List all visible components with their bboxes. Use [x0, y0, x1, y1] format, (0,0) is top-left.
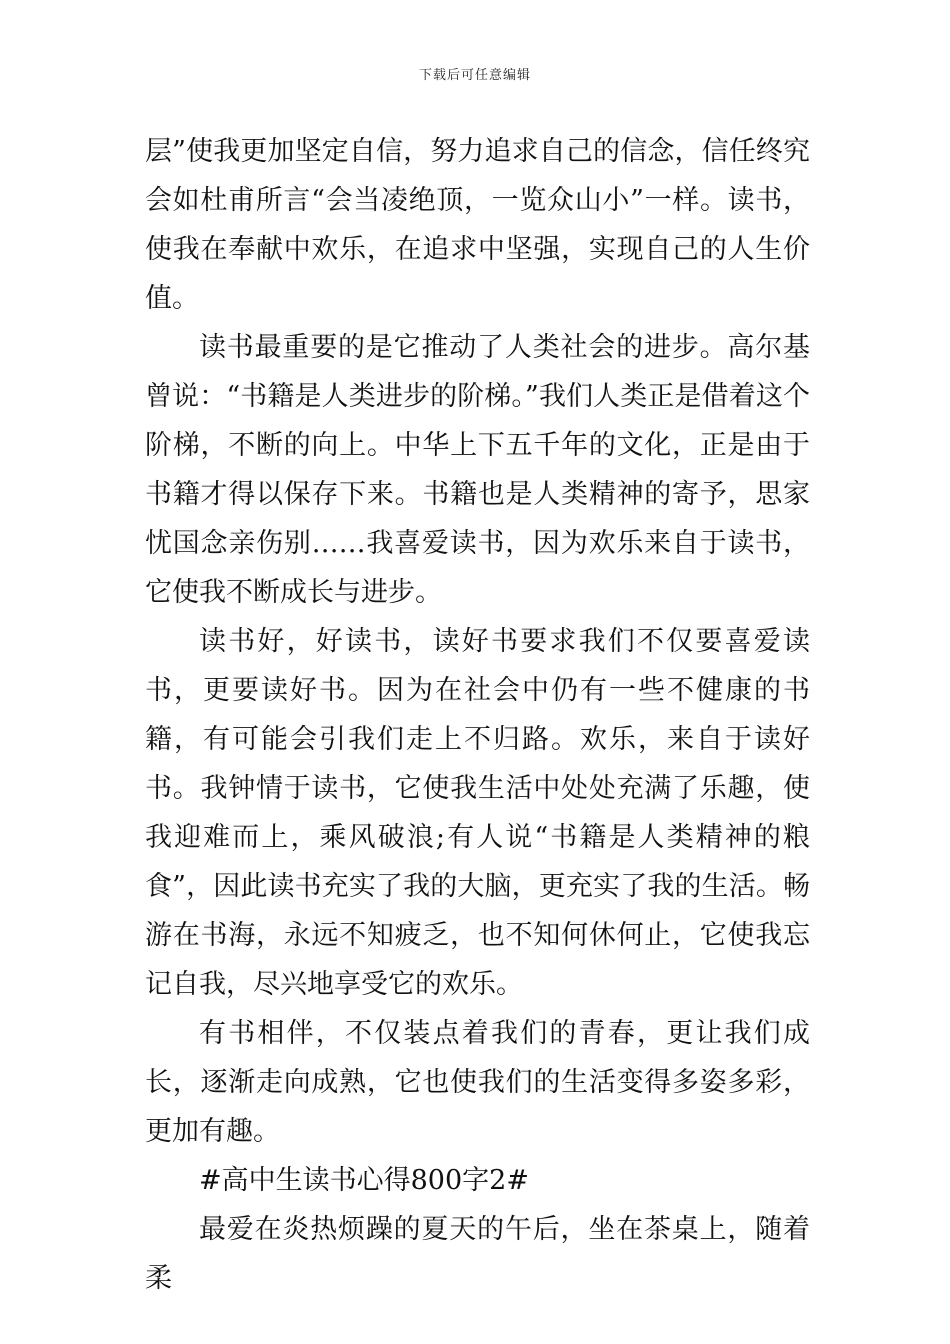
paragraph: 最爱在炎热烦躁的夏天的午后，坐在茶桌上，随着柔	[145, 1214, 810, 1294]
paragraph-continuation: 层”使我更加坚定自信，努力追求自己的信念，信任终究会如杜甫所言“会当凌绝顶，一览众山小”一样。读书，使我在奉献中欢乐，在追求中坚强，实现自己的人生价值。	[145, 136, 810, 314]
section-heading: #高中生读书心得800字2#	[199, 1165, 529, 1196]
paragraph: 读书最重要的是它推动了人类社会的进步。高尔基曾说：“书籍是人类进步的阶梯。”我们人类正是借着这个阶梯，不断的向上。中华上下五千年的文化，正是由于书籍才得以保存下来。书籍也是人类精神的寄予，思家忧国念亲伤别……我喜爱读书，因为欢乐来自于读书，它使我不断成长与进步。	[145, 332, 810, 608]
page-header: 下载后可任意编辑	[418, 68, 531, 83]
paragraph: 读书好，好读书，读好书要求我们不仅要喜爱读书，更要读好书。因为在社会中仍有一些不健康的书籍，有可能会引我们走上不归路。欢乐，来自于读好书。我钟情于读书，它使我生活中处处充满了乐趣，使我迎难而上，乘风破浪;有人说“书籍是人类精神的粮食”，因此读书充实了我的大脑，更充实了我的生活。畅游在书海，永远不知疲乏，也不知何休何止，它使我忘记自我，尽兴地享受它的欢乐。	[145, 626, 810, 1000]
paragraph: 有书相伴，不仅装点着我们的青春，更让我们成长，逐渐走向成熟，它也使我们的生活变得多姿多彩，更加有趣。	[145, 1018, 810, 1147]
document-body	[145, 127, 810, 1303]
